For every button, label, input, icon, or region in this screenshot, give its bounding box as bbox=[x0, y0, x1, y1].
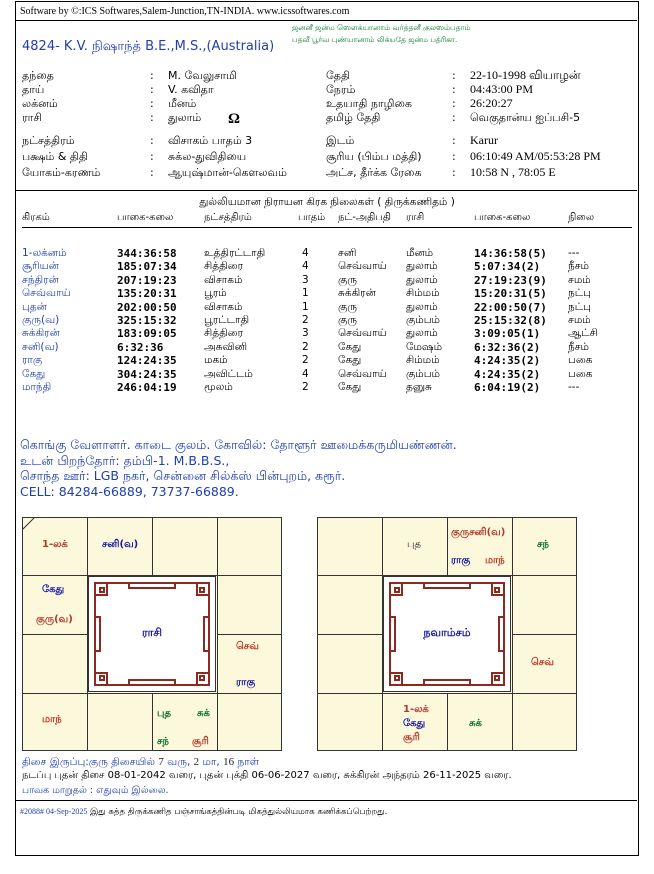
sep: : bbox=[452, 166, 456, 179]
planet-label: 1-லக் bbox=[42, 539, 68, 550]
table-cell: 4:24:35(2) bbox=[474, 354, 541, 368]
sep: : bbox=[150, 69, 154, 82]
navamsa-chart bbox=[317, 517, 577, 751]
table-cell: பகை bbox=[568, 367, 593, 380]
table-cell: துலாம் bbox=[406, 273, 438, 286]
table-cell: 3 bbox=[302, 273, 309, 286]
table-row bbox=[22, 260, 632, 273]
detail-label: தேதி bbox=[326, 69, 350, 82]
table-cell: பூரட்டாதி bbox=[204, 313, 250, 326]
family-info bbox=[20, 437, 457, 499]
cell-line: CELL: 84284-66889, 73737-66889. bbox=[20, 483, 239, 499]
table-cell: சித்திரை bbox=[204, 260, 244, 273]
table-cell: --- bbox=[568, 380, 580, 393]
sep: : bbox=[452, 150, 456, 163]
table-cell: 27:19:23(9) bbox=[474, 273, 547, 287]
detail-label: சூரிய (பிம்ப மத்தி) bbox=[326, 150, 422, 163]
planet-label: சூரி bbox=[192, 736, 209, 747]
latlong-value: 10:58 N , 78:05 E bbox=[470, 165, 556, 179]
table-row bbox=[22, 301, 632, 314]
table-cell: சிம்மம் bbox=[406, 354, 440, 367]
planet-label: மாந் bbox=[42, 714, 62, 725]
table-cell: செவ்வாய் bbox=[338, 367, 387, 380]
detail-label: அட்ச, தீர்க்க ரேகை bbox=[326, 166, 422, 179]
detail-label: ராசி bbox=[22, 111, 43, 124]
planet-label: சூரி bbox=[403, 732, 420, 743]
table-cell: சந்திரன் bbox=[22, 273, 59, 286]
table-cell: 304:24:35 bbox=[117, 367, 177, 381]
table-cell: 4:24:35(2) bbox=[474, 367, 541, 381]
dasa-months-label: மா, bbox=[202, 756, 220, 768]
table-cell: ராகு bbox=[22, 354, 43, 367]
footer-text: இது சுத்த திருக்கணித பஞ்சாங்கத்தின்படி மிகத்துல்லியமாக கணிக்கப்பெற்றது. bbox=[90, 807, 388, 817]
software-credit: Software by ©:ICS Softwares,Salem-Junction,TN-INDIA. www.icssoftwares.com bbox=[20, 6, 350, 17]
house-cell bbox=[217, 517, 282, 576]
table-cell: நட்பு bbox=[568, 300, 591, 313]
table-cell: அவிட்டம் bbox=[204, 367, 253, 380]
dasa-years-label: வரு, bbox=[167, 756, 191, 768]
table-cell: --- bbox=[568, 247, 580, 259]
divider bbox=[16, 800, 637, 801]
table-cell: 6:32:36(2) bbox=[474, 340, 541, 354]
table-cell: நீசம் bbox=[568, 260, 589, 273]
divider bbox=[16, 190, 637, 191]
father-value: M. வேலுசாமி bbox=[168, 69, 237, 82]
table-cell: 2 bbox=[302, 380, 309, 393]
planet-label: குருசனி(வ) bbox=[451, 527, 506, 538]
table-cell: கேது bbox=[338, 380, 362, 393]
time-value: 04:43:00 PM bbox=[470, 82, 534, 96]
th: ராசி bbox=[406, 212, 425, 223]
sep: : bbox=[150, 150, 154, 163]
blessing-line-1: ஜனனீ ஜன்ம ஸௌக்யானாம் வர்த்தனீ குலஸம்பதாம் bbox=[292, 23, 471, 32]
table-cell: 185:07:34 bbox=[117, 260, 177, 274]
table-cell: மகம் bbox=[204, 354, 228, 367]
house-cell bbox=[317, 634, 383, 694]
table-cell: மேஷம் bbox=[406, 340, 443, 353]
table-cell: சுக்கிரன் bbox=[22, 327, 60, 340]
planet-label: ராகு bbox=[451, 555, 471, 566]
rasi-center-panel bbox=[88, 576, 216, 692]
table-cell: ஆட்சி bbox=[568, 327, 598, 340]
table-cell: அசுவினி bbox=[204, 340, 248, 353]
table-row bbox=[22, 327, 632, 340]
table-row bbox=[22, 287, 632, 300]
sep: : bbox=[150, 111, 154, 124]
table-cell: செவ்வாய் bbox=[338, 327, 387, 340]
detail-label: லக்னம் bbox=[22, 97, 58, 110]
house-cell bbox=[512, 575, 577, 635]
table-cell: புதன் bbox=[22, 300, 47, 313]
table-row bbox=[22, 247, 632, 260]
table-row bbox=[22, 314, 632, 327]
table-cell: 1 bbox=[302, 287, 309, 300]
table-cell: மூலம் bbox=[204, 380, 233, 393]
planet-label: சுக் bbox=[197, 708, 210, 719]
tamil-date-value: வெகுதான்ய ஐப்பசி-5 bbox=[470, 111, 581, 124]
libra-symbol-icon: Ω bbox=[228, 111, 241, 127]
detail-label: யோகம்-கரணம் bbox=[22, 166, 101, 179]
table-cell: 6:32:36 bbox=[117, 340, 164, 354]
table-cell: 5:07:34(2) bbox=[474, 260, 541, 274]
dasa-days: 16 bbox=[223, 756, 235, 768]
table-cell: 344:36:58 bbox=[117, 247, 177, 260]
detail-label: நேரம் bbox=[326, 83, 356, 96]
planet-label: சனி(வ) bbox=[102, 539, 139, 550]
rasi-value: துலாம் bbox=[168, 111, 202, 124]
table-cell: 2 bbox=[302, 313, 309, 326]
th: பாகை-கலை bbox=[117, 212, 174, 223]
rasi-center-label: ராசி bbox=[141, 626, 163, 639]
house-cell bbox=[447, 517, 513, 576]
table-cell: சுக்கிரன் bbox=[338, 287, 376, 300]
table-cell: நீசம் bbox=[568, 340, 589, 353]
th: நட்-அதிபதி bbox=[338, 212, 391, 223]
table-row bbox=[22, 381, 632, 394]
native-line: சொந்த ஊர்: LGB நகர், சென்னை சில்க்ஸ் பின்புறம், கரூர். bbox=[20, 468, 346, 483]
table-cell: கும்பம் bbox=[406, 313, 440, 326]
th: நட்சத்திரம் bbox=[204, 212, 252, 223]
house-cell bbox=[317, 517, 383, 576]
table-header bbox=[22, 212, 632, 226]
dasa-balance bbox=[22, 756, 259, 769]
rasi-chart bbox=[22, 517, 282, 751]
house-cell bbox=[512, 693, 577, 751]
sep: : bbox=[452, 97, 456, 110]
table-cell: 3 bbox=[302, 327, 309, 340]
table-cell: கும்பம் bbox=[406, 367, 440, 380]
table-cell: சனி(வ) bbox=[22, 340, 59, 353]
table-cell: மாந்தி bbox=[22, 380, 52, 393]
planet-label: சுக் bbox=[469, 718, 482, 729]
th: பாதம் bbox=[298, 212, 326, 223]
table-cell: சனி bbox=[338, 247, 357, 259]
planet-label: கேது bbox=[403, 718, 426, 729]
planet-label: கேது bbox=[42, 584, 65, 595]
planet-label: செவ் bbox=[236, 641, 259, 652]
table-cell: 1 bbox=[302, 300, 309, 313]
table-cell: குரு(வ) bbox=[22, 313, 60, 326]
place-value: Karur bbox=[470, 133, 498, 147]
table-cell: கேது bbox=[338, 354, 362, 367]
planet-label: புத bbox=[157, 708, 171, 719]
siblings-line: உடன் பிறந்தோர்: தம்பி-1. M.B.B.S., bbox=[20, 452, 230, 468]
planet-label: மாந் bbox=[485, 555, 505, 566]
detail-label: தமிழ் தேதி bbox=[326, 111, 381, 124]
footer-code: #2088# 04-Sep-2025 bbox=[20, 807, 88, 816]
table-row bbox=[22, 354, 632, 367]
current-dasa: நடப்பு புதன் திசை 08-01-2042 வரை, புதன் புக்தி 06-06-2027 வரை, சுக்கிரன் அந்தரம் 26-11-2025 வரை. bbox=[22, 770, 512, 781]
house-cell bbox=[317, 575, 383, 635]
table-cell: செவ்வாய் bbox=[22, 287, 71, 300]
sep: : bbox=[452, 69, 456, 82]
community-line: கொங்கு வேளாளர். காடை குலம். கோவில்: தோளூர் ஊமைக்கருமியண்ணன். bbox=[20, 437, 457, 452]
detail-label: நட்சத்திரம் bbox=[22, 134, 75, 147]
table-cell: மீனம் bbox=[406, 247, 434, 259]
mother-value: V. கவிதா bbox=[168, 83, 214, 96]
sep: : bbox=[452, 83, 456, 96]
table-cell: குரு bbox=[338, 313, 358, 326]
table-cell: விசாகம் bbox=[204, 273, 243, 286]
table-cell: 246:04:19 bbox=[117, 380, 177, 394]
table-cell: விசாகம் bbox=[204, 300, 243, 313]
table-cell: துலாம் bbox=[406, 260, 438, 273]
table-cell: 3:09:05(1) bbox=[474, 327, 541, 341]
table-header-rule bbox=[22, 227, 632, 228]
sep: : bbox=[150, 166, 154, 179]
sunrise-value: 06:10:49 AM/05:53:28 PM bbox=[470, 149, 601, 163]
table-cell: கேது bbox=[338, 340, 362, 353]
planet-label: புத bbox=[407, 539, 421, 550]
table-cell: சமம் bbox=[568, 313, 591, 326]
star-value: விசாகம் பாதம் 3 bbox=[168, 134, 253, 147]
table-cell: 325:15:32 bbox=[117, 313, 177, 327]
table-cell: 4 bbox=[302, 260, 309, 273]
divider bbox=[16, 20, 637, 21]
table-cell: 183:09:05 bbox=[117, 327, 177, 341]
detail-label: இடம் bbox=[326, 134, 355, 147]
table-cell: 25:15:32(8) bbox=[474, 313, 547, 327]
table-cell: உத்திரட்டாதி bbox=[204, 247, 266, 259]
table-title: துல்லியமான நிராயன கிரக நிலைகள் ( திருக்கணிதம் ) bbox=[199, 196, 455, 208]
table-cell: செவ்வாய் bbox=[338, 260, 387, 273]
planet-label: சந் bbox=[537, 539, 549, 550]
table-cell: 4 bbox=[302, 247, 309, 259]
planet-label: குரு(வ) bbox=[36, 614, 73, 625]
footer bbox=[20, 807, 387, 818]
detail-label: பக்ஷம் & திதி bbox=[22, 150, 88, 163]
house-cell bbox=[22, 634, 88, 694]
planet-label: சந் bbox=[157, 736, 169, 747]
table-cell: 135:20:31 bbox=[117, 287, 177, 301]
page-title: 4824- K.V. நிஷாந்த் B.E.,M.S.,(Australia) bbox=[22, 39, 275, 54]
navamsa-center-panel bbox=[383, 576, 511, 692]
table-cell: குரு bbox=[338, 273, 358, 286]
sep: : bbox=[150, 134, 154, 147]
table-cell: சூரியன் bbox=[22, 260, 59, 273]
planet-label: ராகு bbox=[236, 677, 256, 688]
sep: : bbox=[150, 83, 154, 96]
table-cell: 2 bbox=[302, 340, 309, 353]
th: பாகை-கலை bbox=[474, 212, 531, 223]
table-cell: துலாம் bbox=[406, 327, 438, 340]
planet-label: 1-லக் bbox=[403, 704, 429, 715]
table-cell: 6:04:19(2) bbox=[474, 380, 541, 394]
table-cell: 15:20:31(5) bbox=[474, 287, 547, 301]
sep: : bbox=[150, 97, 154, 110]
house-cell bbox=[87, 693, 153, 751]
dasa-years: 7 bbox=[158, 756, 164, 768]
table-cell: நட்பு bbox=[568, 287, 591, 300]
detail-label: உதயாதி நாழிகை bbox=[326, 97, 412, 110]
table-cell: சித்திரை bbox=[204, 327, 244, 340]
table-cell: பூரம் bbox=[204, 287, 227, 300]
dasa-days-label: நாள் bbox=[237, 756, 260, 768]
table-cell: 14:36:58(5) bbox=[474, 247, 547, 260]
corner-mark-icon bbox=[22, 517, 36, 531]
table-cell: 202:00:50 bbox=[117, 300, 177, 314]
detail-label: தந்தை bbox=[22, 69, 54, 82]
yogam-value: ஆயுஷ்மான்-கௌலவம் bbox=[168, 166, 287, 179]
th: நிலை bbox=[568, 212, 595, 223]
table-cell: பகை bbox=[568, 354, 593, 367]
nazhigai-value: 26:20:27 bbox=[470, 96, 513, 110]
lagna-value: மீனம் bbox=[168, 97, 197, 110]
table-row bbox=[22, 341, 632, 354]
table-cell: சிம்மம் bbox=[406, 287, 440, 300]
table-cell: 4 bbox=[302, 367, 309, 380]
tithi-value: சுக்ல-துவிதியை bbox=[168, 150, 247, 163]
bhava-change: பாவக மாறுதல் : எதுவும் இல்லை. bbox=[22, 785, 169, 796]
table-cell: 207:19:23 bbox=[117, 273, 177, 287]
table-cell: குரு bbox=[338, 300, 358, 313]
table-cell: துலாம் bbox=[406, 300, 438, 313]
table-cell: தனுசு bbox=[406, 380, 432, 393]
house-cell bbox=[152, 517, 218, 576]
house-cell bbox=[217, 693, 282, 751]
table-row bbox=[22, 274, 632, 287]
table-body bbox=[22, 247, 632, 394]
house-cell bbox=[217, 575, 282, 635]
sep: : bbox=[452, 111, 456, 124]
house-cell bbox=[317, 693, 383, 751]
table-cell: கேது bbox=[22, 367, 46, 380]
sep: : bbox=[452, 134, 456, 147]
table-cell: 1-லக்னம் bbox=[22, 247, 67, 259]
table-row bbox=[22, 368, 632, 381]
dasa-prefix: திசை இருப்பு:குரு திசையில் bbox=[22, 756, 155, 768]
dasa-months: 2 bbox=[193, 756, 200, 768]
navamsa-center-label: நவாம்சம் bbox=[423, 626, 471, 639]
blessing-line-2: பதவீ பூர்வ புண்யானாம் லிக்யதே ஜன்ம பத்ரிகா. bbox=[292, 35, 458, 44]
table-cell: 2 bbox=[302, 354, 309, 367]
detail-label: தாய் bbox=[22, 83, 45, 96]
date-value: 22-10-1998 வியாழன் bbox=[470, 68, 581, 82]
planet-label: செவ் bbox=[531, 657, 554, 668]
table-cell: 22:00:50(7) bbox=[474, 300, 547, 314]
table-cell: சமம் bbox=[568, 273, 591, 286]
table-cell: 124:24:35 bbox=[117, 354, 177, 368]
th: கிரகம் bbox=[22, 212, 50, 223]
